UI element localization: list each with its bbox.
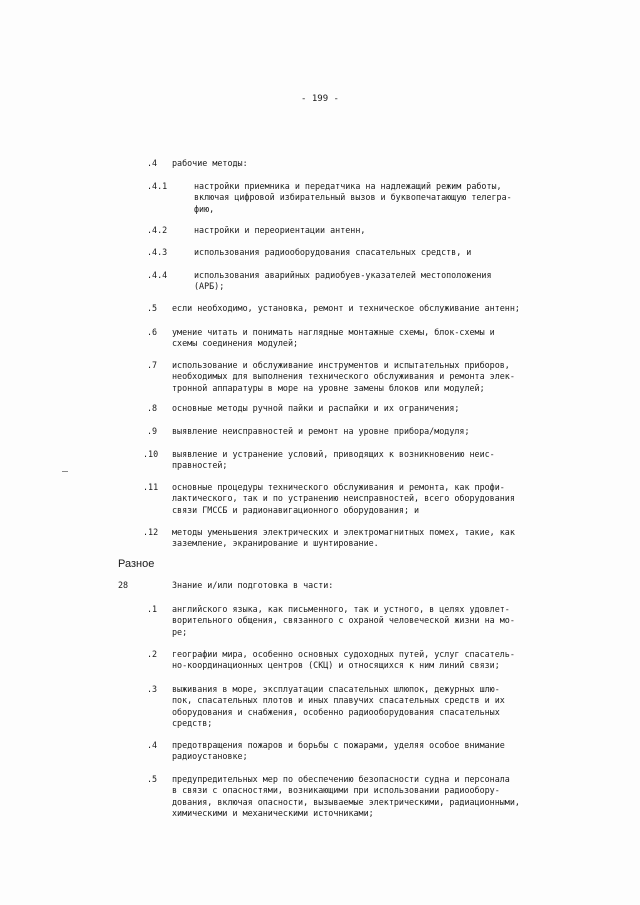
- item-number: .5: [147, 303, 158, 313]
- item-text: основные методы ручной пайки и распайки и их ограничения;: [172, 403, 460, 413]
- item-text: основные процедуры технического обслуживания и ремонта, как профи- лактического, так и по устранению неисправностей, всего оборудования связи ГМССБ и радионавигационного оборудования; и: [172, 482, 515, 515]
- item-number: .8: [147, 403, 158, 413]
- item-text: предупредительных мер по обеспечению безопасности судна и персонала в связи с опасностями, возникающими при использовании радиообору- дования, включая опасности, вызываемые электрическими, радиационными, химическими и механическими источниками;: [172, 774, 520, 819]
- item-text: выявление неисправностей и ремонт на уровне прибора/модуля;: [172, 426, 470, 436]
- item-text: Знание и/или подготовка в части:: [172, 580, 334, 590]
- item-text: использования радиооборудования спасательных средств, и: [194, 247, 472, 257]
- item-number: .5: [147, 774, 158, 784]
- item-text: географии мира, особенно основных судоходных путей, услуг спасатель- но-координационных центров (СКЦ) и относящихся к ним линий связи;: [172, 649, 515, 671]
- item-number: .4.4: [147, 270, 168, 280]
- item-text: умение читать и понимать наглядные монтажные схемы, блок-схемы и схемы соединения модулей;: [172, 327, 495, 349]
- item-text: английского языка, как письменного, так и устного, в целях удовлет- ворительного общения, связанного с охраной человеческой жизни на мо- ре;: [172, 604, 515, 637]
- item-number: .6: [147, 327, 158, 337]
- item-text: рабочие методы:: [172, 158, 248, 168]
- item-text: выживания в море, эксплуатации спасательных шлюпок, дежурных шлю- пок, спасательных плотов и иных плавучих спасательных средств и их оборудования и снабжения, особенно радиооборудования спасательных средств;: [172, 684, 505, 729]
- item-number: .2: [147, 649, 158, 659]
- item-text: предотвращения пожаров и борьбы с пожарами, уделяя особое внимание радиоустановке;: [172, 740, 505, 762]
- item-number: .4: [147, 740, 158, 750]
- item-number: .1: [147, 604, 158, 614]
- item-number: .4.3: [147, 247, 168, 257]
- item-text: выявление и устранение условий, приводящих к возникновению неис- правностей;: [172, 449, 495, 471]
- item-number: .4: [147, 158, 158, 168]
- margin-mark: [62, 471, 68, 472]
- item-text: настройки и переориентации антенн,: [194, 225, 366, 235]
- item-number: .4.2: [147, 225, 168, 235]
- item-text: использования аварийных радиобуев-указателей местоположения (АРБ);: [194, 270, 492, 292]
- item-number: .10: [143, 449, 159, 459]
- item-number: .11: [143, 482, 159, 492]
- item-number: .4.1: [147, 181, 168, 191]
- section-heading: Разное: [118, 558, 155, 570]
- item-text: методы уменьшения электрических и электромагнитных помех, такие, как заземление, экранирование и шунтирование.: [172, 527, 515, 549]
- item-number: .9: [147, 426, 158, 436]
- page-number: - 199 -: [301, 94, 339, 104]
- item-number: 28: [118, 580, 129, 590]
- item-text: использование и обслуживание инструментов и испытательных приборов, необходимых для выполнения технического обслуживания и ремонта элек- тронной аппаратуры в море на уровне замены блоков или модулей;: [172, 360, 515, 393]
- item-number: .12: [143, 527, 159, 537]
- item-number: .7: [147, 360, 158, 370]
- item-number: .3: [147, 684, 158, 694]
- item-text: если необходимо, установка, ремонт и техническое обслуживание антенн;: [172, 303, 520, 313]
- item-text: настройки приемника и передатчика на надлежащий режим работы, включая цифровой избирательный вызов и буквопечатающую телегра- фию,: [194, 181, 512, 214]
